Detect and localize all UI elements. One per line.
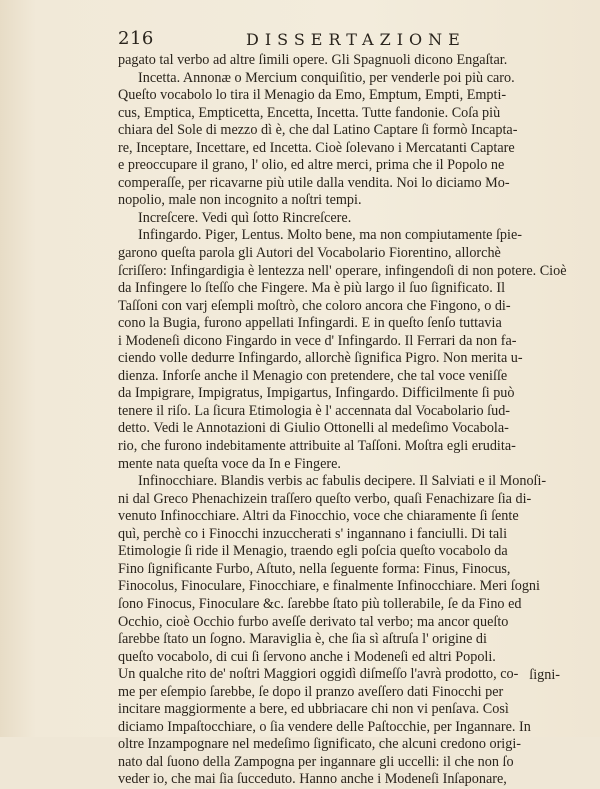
text-line: i Modeneſi dicono Fingardo in vece d' Infingardo. Il Ferrari da non fa- bbox=[118, 332, 517, 349]
text-line: Queſto vocabolo lo tira il Menagio da Emo, Emptum, Empti, Empti- bbox=[118, 87, 507, 104]
text-line: ſcriſſero: Infingardigia è lentezza nell' operare, infingendoſi di non potere. Cioè bbox=[118, 262, 567, 279]
text-line: detto. Vedi le Annotazioni di Giulio Ottonelli al medeſimo Vocabola- bbox=[118, 420, 509, 437]
text-line: cono la Bugia, furono appellati Infingardi. E in queſto ſenſo tuttavia bbox=[118, 315, 502, 332]
text-line: Infinocchiare. Blandis verbis ac fabulis decipere. Il Salviati e il Monoſi- bbox=[138, 473, 547, 490]
text-line: mente nata queſta voce da In e Fingere. bbox=[118, 455, 341, 472]
text-line: me per eſempio ſarebbe, ſe dopo il pranzo aveſſero dati Finocchi per bbox=[118, 683, 504, 700]
text-line: cus, Emptica, Empticetta, Encetta, Incetta. Tutte fandonie. Coſa più bbox=[118, 104, 501, 121]
text-line: veder io, che mai ſia ſucceduto. Hanno anche i Modeneſi Inſaponare, bbox=[118, 771, 507, 788]
text-line: Incetta. Annonæ o Mercium conquiſitio, per venderle poi più caro. bbox=[138, 69, 515, 86]
text-line: Increſcere. Vedi quì ſotto Rincreſcere. bbox=[138, 209, 352, 226]
text-line: incitare maggiormente a bere, ed ubbriacare chi non vi penſava. Così bbox=[118, 701, 509, 718]
page-header bbox=[118, 28, 573, 50]
text-line: rio, che furono indebitamente attribuite al Taſſoni. Moſtra egli erudita- bbox=[118, 438, 516, 455]
text-line: Fino ſignificante Furbo, Aſtuto, nella ſeguente forma: Finus, Finocus, bbox=[118, 560, 511, 577]
text-line: Infingardo. Piger, Lentus. Molto bene, ma non compiutamente ſpie- bbox=[138, 227, 522, 244]
text-line: e preoccupare il grano, l' olio, ed altre merci, prima che il Popolo ne bbox=[118, 157, 505, 174]
text-line: Un qualche rito de' noſtri Maggiori oggidì diſmeſſo l'avrà prodotto, co- bbox=[118, 666, 519, 683]
catchword: ſigni- bbox=[529, 667, 560, 683]
text-line: ſono Finocus, Finoculare &c. ſarebbe ſtato più tollerabile, ſe da Fino ed bbox=[118, 595, 522, 612]
text-line: nopolio, male non incognito a noſtri tempi. bbox=[118, 192, 362, 209]
text-line: queſto vocabolo, di cui ſi ſervono anche i Modeneſi ed altri Popoli. bbox=[118, 648, 496, 665]
text-line: re, Inceptare, Incettare, ed Incetta. Cioè ſolevano i Mercatanti Captare bbox=[118, 139, 515, 156]
text-line: Etimologie ſi ride il Menagio, traendo egli poſcia queſto vocabolo da bbox=[118, 543, 508, 560]
text-line: dienza. Inforſe anche il Menagio con pretendere, che tal voce veniſſe bbox=[118, 367, 508, 384]
text-line: da Infingere lo ſteſſo che Fingere. Ma è più largo il ſuo ſignificato. Il bbox=[118, 280, 506, 297]
text-line: oltre Inzampognare nel medeſimo ſignificato, che alcuni credono origi- bbox=[118, 736, 522, 753]
text-line: ni dal Greco Phenachizein traſſero queſto verbo, quaſi Fenachizare ſia di- bbox=[118, 490, 532, 507]
page-number: 216 bbox=[118, 28, 154, 49]
text-line: comperaſſe, per ricavarne più utile dalla vendita. Noi lo diciamo Mo- bbox=[118, 174, 510, 191]
text-line: Taſſoni con varj eſempli moſtrò, che coloro ancora che Fingono, o di- bbox=[118, 297, 511, 314]
running-title: DISSERTAZIONE bbox=[246, 30, 466, 49]
text-line: venuto Infinocchiare. Altri da Finocchio, voce che chiaramente ſi ſente bbox=[118, 508, 519, 525]
text-line: chiara del Sole di mezzo dì è, che dal Latino Captare ſi formò Incapta- bbox=[118, 122, 518, 139]
text-line: ſarebbe ſtato un ſogno. Maraviglia è, che ſia sì aſtruſa l' origine di bbox=[118, 631, 487, 648]
text-line: Finocolus, Finoculare, Finocchiare, e finalmente Infinocchiare. Meri ſogni bbox=[118, 578, 540, 595]
body-text bbox=[118, 52, 573, 789]
text-line: nato dal ſuono della Zampogna per ingannare gli uccelli: il che non ſo bbox=[118, 753, 514, 770]
text-line: da Impigrare, Impigratus, Impigartus, Infingardo. Difficilmente ſi può bbox=[118, 385, 515, 402]
text-line: tenere il riſo. La ſicura Etimologia è l' accennata dal Vocabolario ſud- bbox=[118, 402, 511, 419]
text-line: diciamo Impaſtocchiare, o ſia vendere delle Paſtocchie, per Ingannare. In bbox=[118, 718, 531, 735]
text-line: ciendo volle dedurre Infingardo, allorchè ſignifica Pigro. Non merita u- bbox=[118, 350, 523, 367]
text-line: garono queſta parola gli Autori del Vocabolario Fiorentino, allorchè bbox=[118, 245, 501, 262]
text-line: quì, perchè co i Finocchi inzuccherati s' ingannano i fanciulli. Di tali bbox=[118, 525, 508, 542]
text-line: Occhio, cioè Occhio furbo aveſſe derivato tal verbo; ma ancor queſto bbox=[118, 613, 509, 630]
text-line: pagato tal verbo ad altre ſimili opere. Gli Spagnuoli dicono Engaſtar. bbox=[118, 52, 508, 68]
